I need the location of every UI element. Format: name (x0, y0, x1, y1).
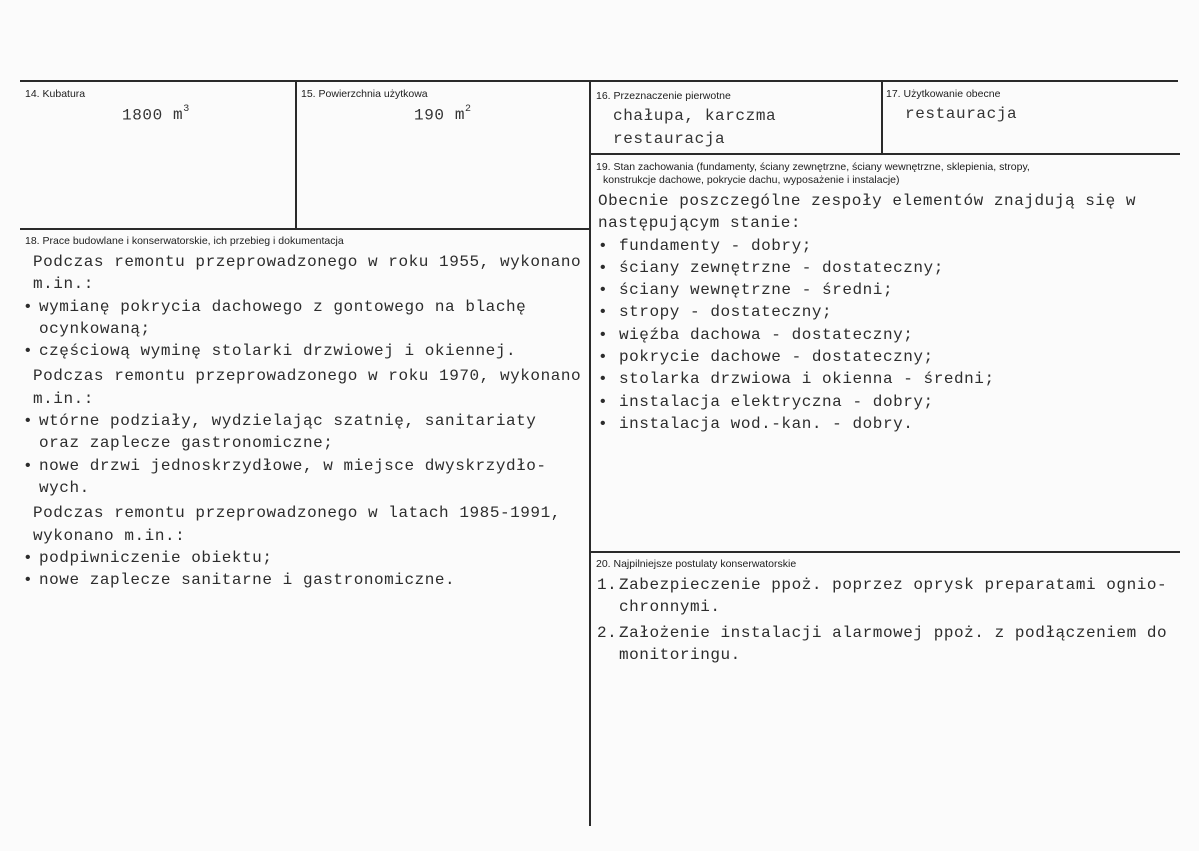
field-16-label: 16. Przeznaczenie pierwotne (596, 90, 731, 102)
field-17-value: restauracja (905, 105, 1018, 123)
list-item: • podpiwniczenie obiektu; (23, 548, 273, 567)
list-item: • nowe zaplecze sanitarne i gastronomiczne. (23, 571, 456, 590)
volume-number: 1800 (122, 106, 163, 125)
divider-16-17 (881, 80, 883, 154)
divider-14-15 (295, 80, 297, 228)
condition-item: • pokrycie dachowe - dostateczny; (598, 348, 934, 367)
field-17-label: 17. Użytkowanie obecne (886, 88, 1001, 100)
field-16-line1: chałupa, karczma (613, 107, 777, 125)
field-14-value (122, 106, 190, 124)
field-20-label: 20. Najpilniejsze postulaty konserwatorskie (596, 558, 797, 570)
condition-item: • stropy - dostateczny; (598, 303, 833, 322)
list-item: • wymianę pokrycia dachowego z gontowego na blachę ocynkowaną; (23, 297, 527, 338)
condition-item: • instalacja wod.-kan. - dobry. (598, 414, 914, 433)
field-15-label: 15. Powierzchnia użytkowa (301, 88, 428, 100)
divider-left-right (589, 80, 591, 826)
paragraph-1970: Podczas remontu przeprowadzonego w roku 1970, wykonano m.in.: (33, 367, 582, 408)
list-item: • częściową wyminę stolarki drzwiowej i okiennej. (23, 342, 517, 361)
field-19-label: 19. Stan zachowania (fundamenty, ściany zewnętrzne, ściany wewnętrzne, sklepienia, stropy, konstrukcje dachowe, pokrycie dachu, wyposażenie i instalacje) (596, 161, 1030, 186)
postulate-item: 1. Zabezpieczenie ppoż. poprzez oprysk preparatami ognio- chronnymi. (597, 576, 1168, 617)
volume-unit: $m^3$ (173, 104, 190, 125)
condition-item: • instalacja elektryczna - dobry; (598, 392, 934, 411)
area-number: 190 (414, 106, 445, 125)
list-item: • nowe drzwi jednoskrzydłowe, w miejsce dwyskrzydło- wych. (23, 456, 547, 497)
paragraph-1955: Podczas remontu przeprowadzonego w roku 1955, wykonano m.in.: (33, 253, 582, 294)
condition-item: • stolarka drzwiowa i okienna - średni; (598, 370, 995, 389)
field-14-label: 14. Kubatura (25, 88, 86, 100)
condition-item: • ściany zewnętrzne - dostateczny; (598, 258, 944, 277)
field-18-label: 18. Prace budowlane i konserwatorskie, ich przebieg i dokumentacja (25, 235, 344, 247)
postulate-item: 2. Założenie instalacji alarmowej ppoż. z podłączeniem do monitoringu. (597, 623, 1168, 664)
rule-under-14-15 (20, 228, 590, 230)
condition-intro: Obecnie poszczególne zespoły elementów znajdują się w następującym stanie: (598, 192, 1137, 233)
field-20-content (597, 574, 1177, 666)
area-unit: $m^2$ (454, 104, 472, 125)
field-19-content (598, 190, 1178, 435)
rule-above-20 (590, 551, 1180, 553)
rule-under-16-17 (590, 153, 1180, 155)
condition-item: • fundamenty - dobry; (598, 236, 812, 255)
condition-item: • więźba dachowa - dostateczny; (598, 325, 914, 344)
field-16-line2: restauracja (613, 130, 726, 148)
field-15-value (414, 106, 472, 124)
list-item: • wtórne podziały, wydzielając szatnię, sanitariaty oraz zaplecze gastronomiczne; (23, 412, 537, 453)
condition-item: • ściany wewnętrzne - średni; (598, 281, 894, 300)
top-border-line (20, 80, 1178, 82)
paragraph-1985-1991: Podczas remontu przeprowadzonego w latach 1985-1991, wykonano m.in.: (33, 504, 561, 545)
field-18-content (23, 251, 588, 591)
